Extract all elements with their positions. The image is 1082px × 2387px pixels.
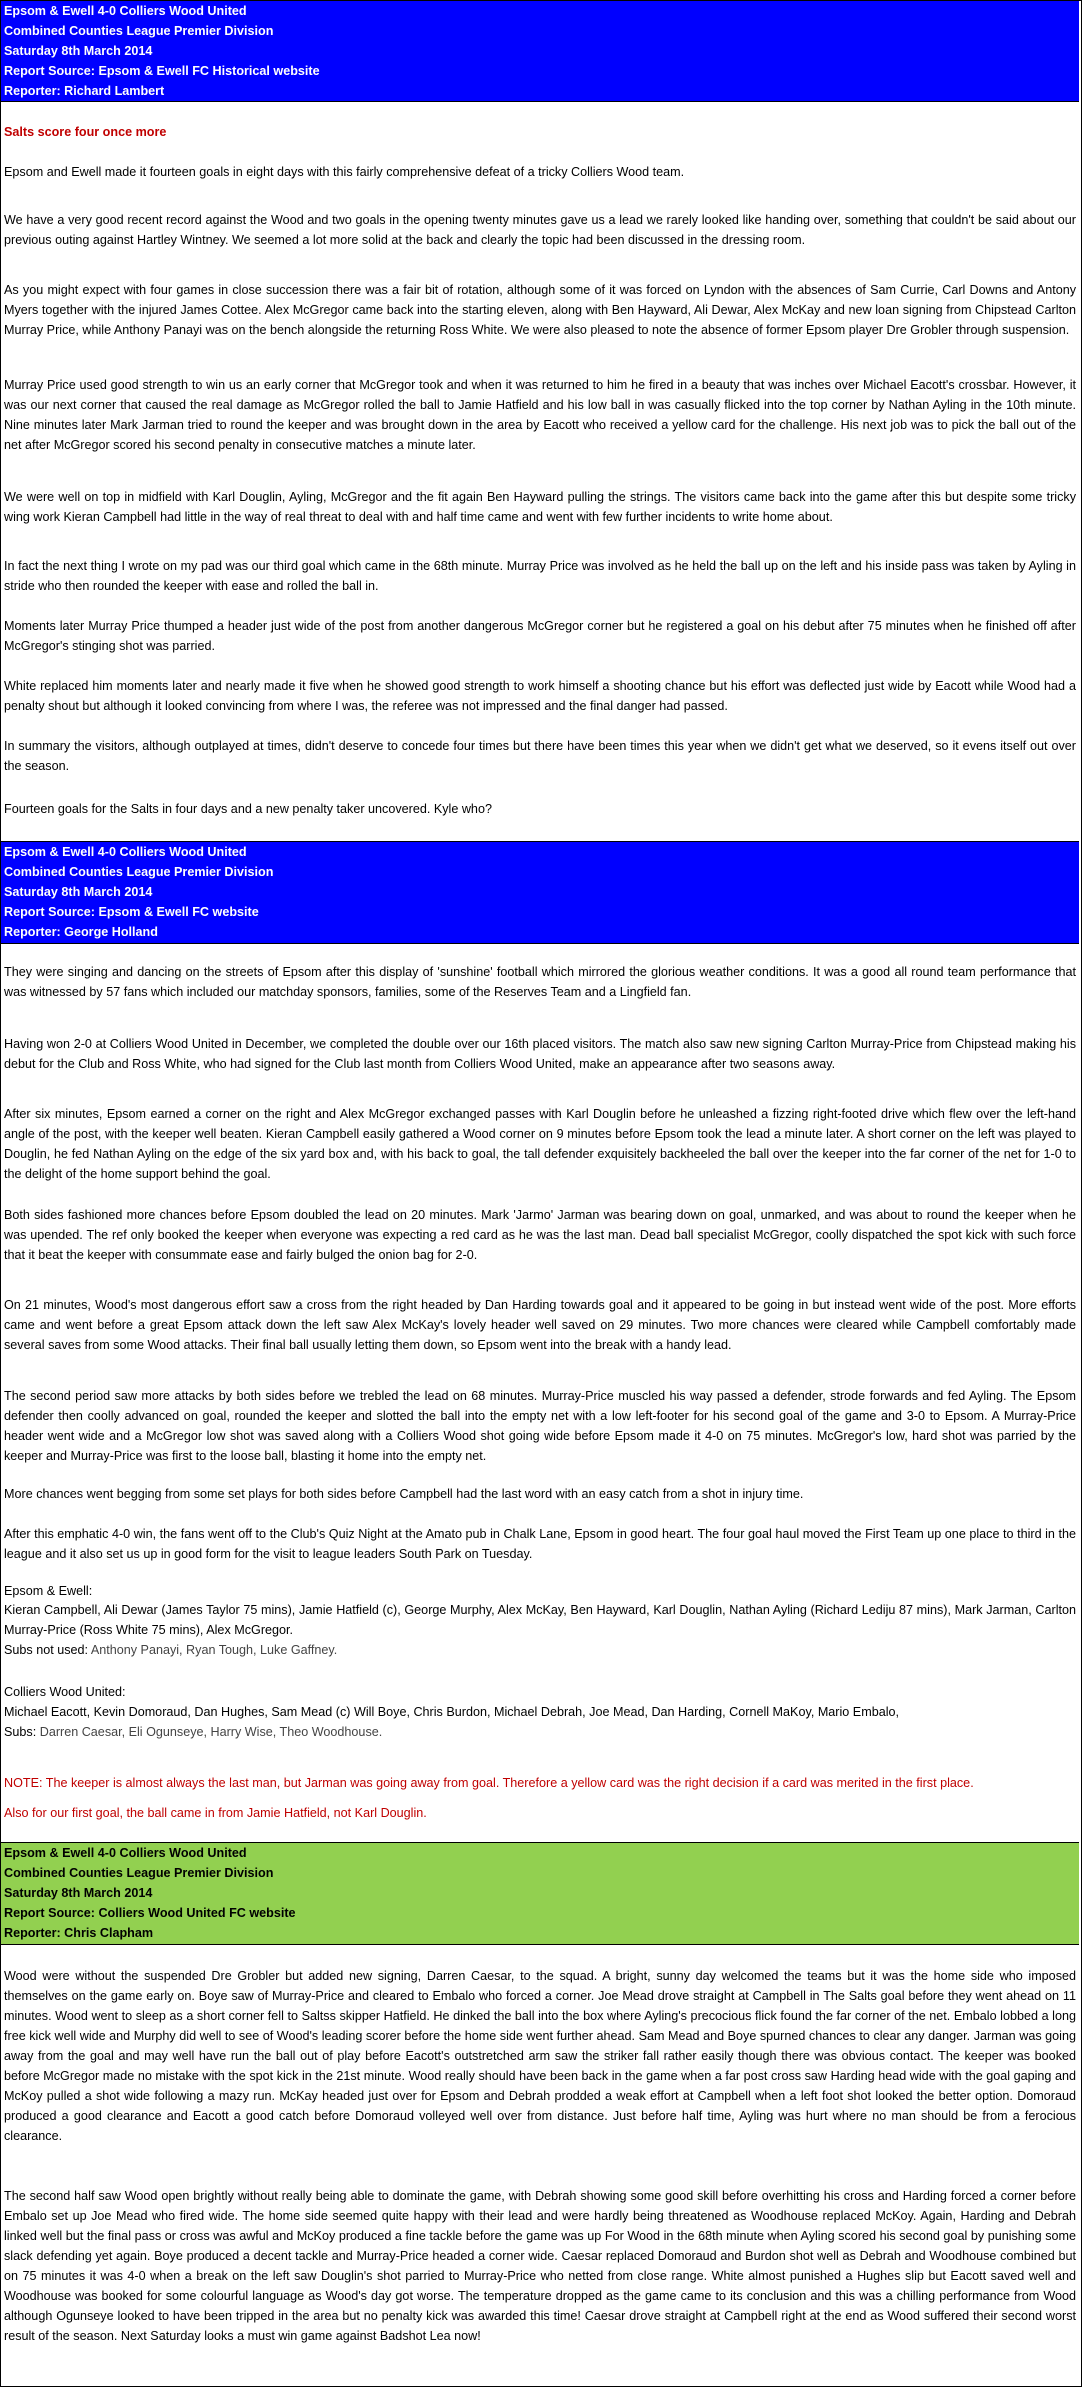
report2-para: They were singing and dancing on the streets of Epsom after this display of 'sunshine' football which mirrored the glorious weather conditions. It was a good all round team performance that was witnessed by 57 fans which included our matchday sponsors, families, some of the Reserves Team and a Lingfield fan. — [4, 965, 1076, 999]
epsom-lineup: Kieran Campbell, Ali Dewar (James Taylor 75 mins), Jamie Hatfield (c), George Murphy, Alex McKay, Ben Hayward, Karl Douglin, Nathan Ayling (Richard Lediju 87 mins), Mark Jarman, Carlton Murray-Price (Ross White 75 mins), Alex McGregor. — [4, 1603, 1076, 1637]
report3-para: The second half saw Wood open brightly without really being able to dominate the game, with Debrah showing some good skill before overhitting his cross and Harding forced a corner before Embalo set up Joe Mead who fired wide. The home side seemed quite happy with their lead and were hardly being threatened as Woodhouse replaced McKoy. Again, Harding and Debrah linked well but the final pass or cross was awful and McKoy produced a fine tackle before the game was up For Wood in the 68th minute when Ayling scored his second goal by punishing some slack defending yet again. Boye produced a decent tackle and Murray-Price headed a corner wide. Caesar replaced Domoraud and Burdon shot well as Debrah and Woodhouse combined but on 75 minutes it was 4-0 when a break on the left saw Douglin's shot parried to Murray-Price who netted from close range. White almost punished a Hughes slip but Eacott saved well and Woodhouse was booked for some colourful language as Wood's day got worse. The temperature dropped as the game came to its conclusion and this was a chilling performance from Wood although Ogunseye looked to have been tripped in the area but no penalty kick was awarded this time! Caesar drove straight at Campbell right at the end as Wood suffered their second worst result of the season. Next Saturday looks a must win game against Badshot Lea now! — [4, 2189, 1076, 2343]
report2-competition: Combined Counties League Premier Division — [4, 865, 274, 879]
report3-date: Saturday 8th March 2014 — [4, 1886, 153, 1900]
report1-para: In fact the next thing I wrote on my pad was our third goal which came in the 68th minute. Murray Price was involved as he held the ball up on the left and his inside pass was taken by Ayling in stride who then rounded the keeper with ease and rolled the ball in. — [4, 559, 1076, 593]
editor-note-2: Also for our first goal, the ball came in from Jamie Hatfield, not Karl Douglin. — [4, 1806, 427, 1820]
report2-para: Having won 2-0 at Colliers Wood United in December, we completed the double over our 16th placed visitors. The match also saw new signing Carlton Murray-Price from Chipstead making his debut for the Club and Ross White, who had signed for the Club last month from Colliers Wood United, make an appearance after two seasons away. — [4, 1037, 1076, 1071]
report1-para: We have a very good recent record against the Wood and two goals in the opening twenty minutes gave us a lead we rarely looked like handing over, something that couldn't be said about our previous outing against Hartley Wintney. We seemed a lot more solid at the back and clearly the topic had been discussed in the dressing room. — [4, 213, 1076, 247]
epsom-subs — [4, 1640, 1076, 1660]
report1-para: Fourteen goals for the Salts in four days and a new penalty taker uncovered. Kyle who? — [4, 802, 492, 816]
report2-match: Epsom & Ewell 4-0 Colliers Wood United — [4, 845, 247, 859]
report2-para: After six minutes, Epsom earned a corner on the right and Alex McGregor exchanged passes with Karl Douglin before he unleashed a fizzing right-footed drive which flew over the left-hand angle of the post, with the keeper well beaten. Kieran Campbell easily gathered a Wood corner on 9 minutes before Epsom took the lead a minute later. A short corner on the left was played to Douglin, he fed Nathan Ayling on the edge of the six yard box and, with his back to goal, the tall defender exquisitely backheeled the ball over the keeper into the far corner of the net for 1-0 to the delight of the home support behind the goal. — [4, 1107, 1076, 1181]
cw-subs-list: Darren Caesar, Eli Ogunseye, Harry Wise, Theo Woodhouse. — [36, 1725, 383, 1739]
cw-subs-label: Subs: — [4, 1725, 37, 1739]
report2-reporter: Reporter: George Holland — [4, 925, 158, 939]
report2-para: Both sides fashioned more chances before Epsom doubled the lead on 20 minutes. Mark 'Jarmo' Jarman was bearing down on goal, unmarked, and was about to round the keeper when he was upended. The ref only booked the keeper when everyone was expecting a red card as he was the last man. Dead ball specialist McGregor, coolly dispatched the spot kick with such force that it beat the keeper with consummate ease and fairly bulged the onion bag for 2-0. — [4, 1208, 1076, 1262]
report1-para: In summary the visitors, although outplayed at times, didn't deserve to concede four times but there have been times this year when we didn't get what we deserved, so it evens itself out over the season. — [4, 739, 1076, 773]
report1-para: Murray Price used good strength to win us an early corner that McGregor took and when it was returned to him he fired in a beauty that was inches over Michael Eacott's crossbar. However, it was our next corner that caused the real damage as McGregor rolled the ball to Jamie Hatfield and his low ball in was casually flicked into the top corner by Nathan Ayling in the 10th minute. Nine minutes later Mark Jarman tried to round the keeper and was brought down in the area by Eacott who received a yellow card for the challenge. His next job was to pick the ball out of the net after McGregor scored his second penalty in consecutive matches a minute later. — [4, 378, 1076, 452]
report2-date: Saturday 8th March 2014 — [4, 885, 153, 899]
epsom-subs-label: Subs not used: — [4, 1643, 89, 1657]
report2-para: On 21 minutes, Wood's most dangerous effort saw a cross from the right headed by Dan Harding towards goal and it appeared to be going in but instead went wide of the post. More efforts came and went before a great Epsom attack down the left saw Alex McKay's lovely header well saved on 29 minutes. Two more chances were cleared while Campbell comfortably made several saves from some Wood attacks. Their final ball usually letting them down, so Epsom went into the break with a handy lead. — [4, 1298, 1076, 1352]
report3-header — [1, 1842, 1079, 1945]
report1-competition: Combined Counties League Premier Division — [4, 24, 274, 38]
cw-subs — [4, 1722, 1076, 1742]
report2-para: More chances went begging from some set plays for both sides before Campbell had the last word with an easy catch from a shot in injury time. — [4, 1487, 804, 1501]
report2-source: Report Source: Epsom & Ewell FC website — [4, 905, 259, 919]
report3-para: Wood were without the suspended Dre Grobler but added new signing, Darren Caesar, to the squad. A bright, sunny day welcomed the teams but it was the home side who imposed themselves on the game early on. Boye saw of Murray-Price and cleared to Embalo who forced a corner. Joe Mead drove straight at Campbell in The Salts goal before they went ahead on 11 minutes. Wood went to sleep as a short corner fell to Saltss skipper Hatfield. He dinked the ball into the box where Ayling's precocious flick found the far corner of the net. Embalo lobbed a long free kick well wide and Murphy did well to see of Wood's leading scorer before the home side went further ahead. Sam Mead and Boye spurned chances to clear any danger. Jarman was going away from the goal and may well have run the ball out of play before Eacott's outstretched arm saw the striker fall rather easily though there was obvious contact. The keeper was booked before McGregor made no mistake with the spot kick in the 21st minute. Wood really should have been back in the game when a far post cross saw Harding head wide with the goal gaping and McKoy pulled a shot wide following a mazy run. McKay headed just over for Epsom and Debrah prodded a weak effort at Campbell when a left foot shot looked the better option. Domoraud produced a good clearance and Eacott a good catch before Domoraud volleyed well over from distance. Just before half time, Ayling was hurt where no man should be from a ferocious clearance. — [4, 1969, 1076, 2143]
report3-source: Report Source: Colliers Wood United FC website — [4, 1906, 296, 1920]
report1-reporter: Reporter: Richard Lambert — [4, 84, 165, 98]
cw-lineup-label: Colliers Wood United: — [4, 1685, 126, 1699]
cw-lineup: Michael Eacott, Kevin Domoraud, Dan Hughes, Sam Mead (c) Will Boye, Chris Burdon, Michael Debrah, Joe Mead, Dan Harding, Cornell MaKoy, Mario Embalo, — [4, 1705, 900, 1719]
report3-match: Epsom & Ewell 4-0 Colliers Wood United — [4, 1846, 247, 1860]
report1-para: Epsom and Ewell made it fourteen goals in eight days with this fairly comprehensive defeat of a tricky Colliers Wood team. — [4, 165, 685, 179]
report1-para: White replaced him moments later and nearly made it five when he showed good strength to work himself a shooting chance but his effort was deflected just wide by Eacott while Wood had a penalty shout but although it looked convincing from where I was, the referee was not impressed and the final danger had passed. — [4, 679, 1076, 713]
report2-para: After this emphatic 4-0 win, the fans went off to the Club's Quiz Night at the Amato pub in Chalk Lane, Epsom in good heart. The four goal haul moved the First Team up one place to third in the league and it also set us up in good form for the visit to league leaders South Park on Tuesday. — [4, 1527, 1076, 1561]
editor-note: NOTE: The keeper is almost always the last man, but Jarman was going away from goal. Therefore a yellow card was the right decision if a card was merited in the first place. — [4, 1776, 974, 1790]
report1-para: Moments later Murray Price thumped a header just wide of the post from another dangerous McGregor corner but he registered a goal on his debut after 75 minutes when he finished off after McGregor's stinging shot was parried. — [4, 619, 1076, 653]
report3-reporter: Reporter: Chris Clapham — [4, 1926, 154, 1940]
report1-header — [1, 0, 1079, 102]
report1-date: Saturday 8th March 2014 — [4, 44, 153, 58]
epsom-subs-list: Anthony Panayi, Ryan Tough, Luke Gaffney. — [88, 1643, 338, 1657]
report1-source: Report Source: Epsom & Ewell FC Historical website — [4, 64, 320, 78]
report2-para: The second period saw more attacks by both sides before we trebled the lead on 68 minutes. Murray-Price muscled his way passed a defender, strode forwards and fed Ayling. The Epsom defender then coolly advanced on goal, rounded the keeper and slotted the ball into the empty net with a low left-footer for his second goal of the game and 3-0 to Epsom. A Murray-Price header went wide and a McGregor low shot was saved along with a Colliers Wood shot going wide before Epsom made it 4-0 on 75 minutes. McGregor's low, hard shot was parried by the keeper and Murray-Price was first to the loose ball, blasting it home into the empty net. — [4, 1389, 1076, 1463]
report2-header — [1, 841, 1079, 944]
report1-subtitle: Salts score four once more — [4, 125, 167, 139]
report1-para: As you might expect with four games in close succession there was a fair bit of rotation, although some of it was forced on Lyndon with the absences of Sam Currie, Carl Downs and Antony Myers together with the injured James Cottee. Alex McGregor came back into the starting eleven, along with Ben Hayward, Ali Dewar, Alex McKay and new loan signing from Chipstead Carlton Murray Price, while Anthony Panayi was on the bench alongside the returning Ross White. We were also pleased to note the absence of former Epsom player Dre Grobler through suspension. — [4, 283, 1076, 337]
report3-competition: Combined Counties League Premier Division — [4, 1866, 274, 1880]
epsom-lineup-label: Epsom & Ewell: — [4, 1584, 93, 1598]
report1-match: Epsom & Ewell 4-0 Colliers Wood United — [4, 4, 247, 18]
report1-para: We were well on top in midfield with Karl Douglin, Ayling, McGregor and the fit again Ben Hayward pulling the strings. The visitors came back into the game after this but despite some tricky wing work Kieran Campbell had little in the way of real threat to deal with and half time came and went with few further incidents to write home about. — [4, 490, 1076, 524]
